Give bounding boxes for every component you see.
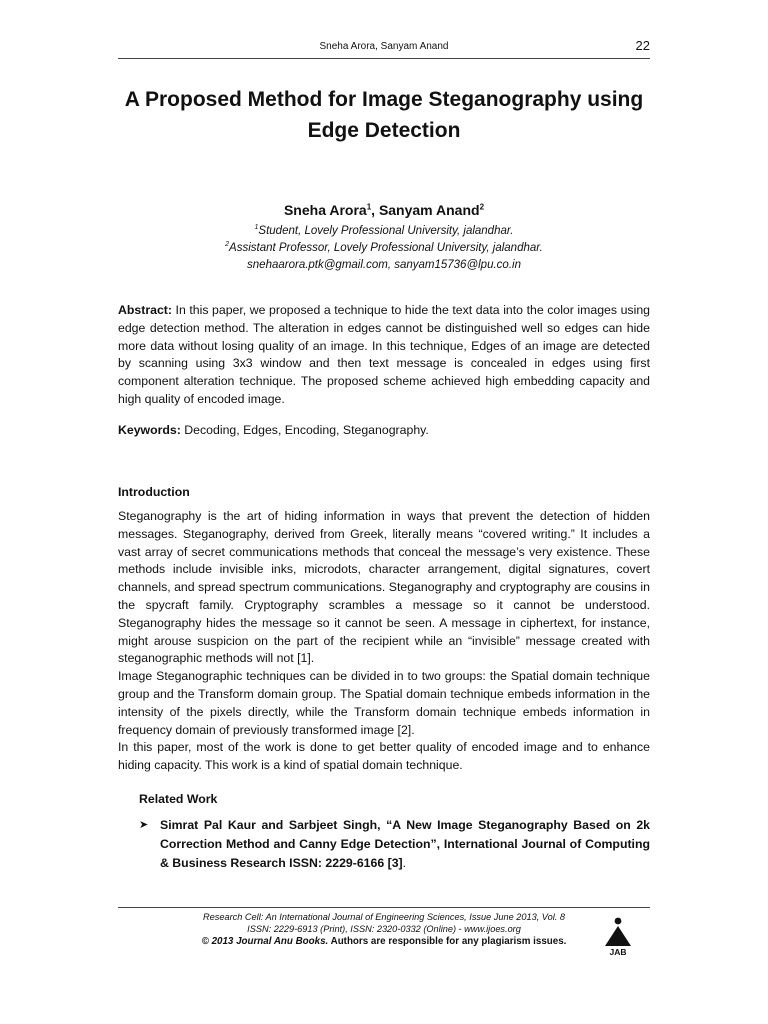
footer-copyright-suffix: Authors are responsible for any plagiarism issues. (328, 936, 567, 947)
affiliation-2 (0, 241, 768, 254)
affiliation-2-text: Assistant Professor, Lovely Professional University, jalandhar. (229, 241, 543, 254)
related-work-citation-text: Simrat Pal Kaur and Sarbjeet Singh, “A New Image Steganography Based on 2k Correction Method and Canny Edge Detection”, International Journal of Computing & Business Research ISSN: 2229-6166 [3] (160, 818, 650, 870)
footer-divider (118, 907, 650, 908)
abstract-text: In this paper, we proposed a technique to hide the text data into the color images using edge detection method. The alteration in edges cannot be distinguished well so edges can hide more data without losing quality of an image. In this technique, Edges of an image are detected by scanning using 3x3 window and then text message is concealed in edges using first component alteration technique. The proposed scheme achieved high embedding capacity and high quality of encoded image. (118, 303, 650, 406)
jab-logo-icon (600, 916, 636, 956)
introduction-paragraph-2: Image Steganographic techniques can be divided in to two groups: the Spatial domain technique group and the Transform domain group. The Spatial domain technique embeds information in the intensity of the pixels directly, while the Transform domain technique embeds information in frequency domain of previously transformed image [2]. (118, 669, 650, 737)
logo-triangle (605, 926, 631, 946)
author-emails: snehaarora.ptk@gmail.com, sanyam15736@lpu.co.in (247, 259, 521, 271)
introduction-paragraph-1: Steganography is the art of hiding information in ways that prevent the detection of hidden messages. Steganography, derived from Greek, literally means “covered writing.” It includes a vast array of secret communications methods that conceal the message’s very existence. These methods include invisible inks, microdots, character arrangement, digital signatures, covert channels, and spread spectrum communications. Steganography and cryptography are cousins in the spycraft family. Cryptography scrambles a message so it cannot be understood. Steganography hides the message so it cannot be seen. A message in ciphertext, for instance, might arouse suspicion on the part of the recipient while an “invisible” message created with steganographic methods will not [1]. (118, 509, 650, 666)
keywords-label: Keywords: (118, 423, 181, 437)
abstract (118, 302, 650, 409)
abstract-label: Abstract: (118, 303, 172, 317)
running-head-authors: Sneha Arora, Sanyam Anand (319, 41, 449, 52)
footer-copyright (118, 936, 650, 947)
logo-text: JAB (609, 947, 627, 956)
author-2-superscript: 2 (479, 202, 485, 212)
keywords (118, 422, 650, 440)
introduction-heading: Introduction (118, 485, 190, 499)
author-list (0, 202, 768, 218)
related-work-citation-period: . (402, 856, 407, 870)
author-2-name: Sanyam Anand (378, 202, 480, 218)
arrow-bullet-icon: ➤ (139, 819, 149, 831)
title-line-2: Edge Detection (307, 119, 461, 142)
keywords-text: Decoding, Edges, Encoding, Steganography. (180, 423, 429, 437)
paper-title (100, 84, 668, 146)
related-work-heading: Related Work (139, 792, 218, 806)
title-line-1: A Proposed Method for Image Steganography using (124, 88, 644, 111)
related-work-item (139, 816, 650, 873)
logo-circle (615, 918, 622, 925)
footer-journal: Research Cell: An International Journal of Engineering Sciences, Issue June 2013, Vol. 8 (203, 912, 565, 922)
introduction-body (118, 508, 650, 775)
introduction-paragraph-3: In this paper, most of the work is done to get better quality of encoded image and to enhance hiding capacity. This work is a kind of spatial domain technique. (118, 740, 650, 773)
page-number: 22 (635, 38, 650, 53)
affiliation-1-text: Student, Lovely Professional University, jalandhar. (258, 224, 514, 237)
affiliation-1-superscript: 1 (254, 224, 259, 231)
related-work-citation (160, 816, 650, 873)
footer-issn: ISSN: 2229-6913 (Print), ISSN: 2320-0332 (Online) - www.ijoes.org (247, 924, 521, 934)
author-separator: , (371, 202, 379, 218)
affiliation-1 (0, 224, 768, 237)
footer-copyright-prefix: © 2013 Journal Anu Books. (201, 936, 329, 947)
author-1-name: Sneha Arora (283, 202, 367, 218)
affiliation-2-superscript: 2 (225, 241, 230, 248)
author-1-superscript: 1 (366, 202, 372, 212)
running-header (118, 38, 650, 59)
